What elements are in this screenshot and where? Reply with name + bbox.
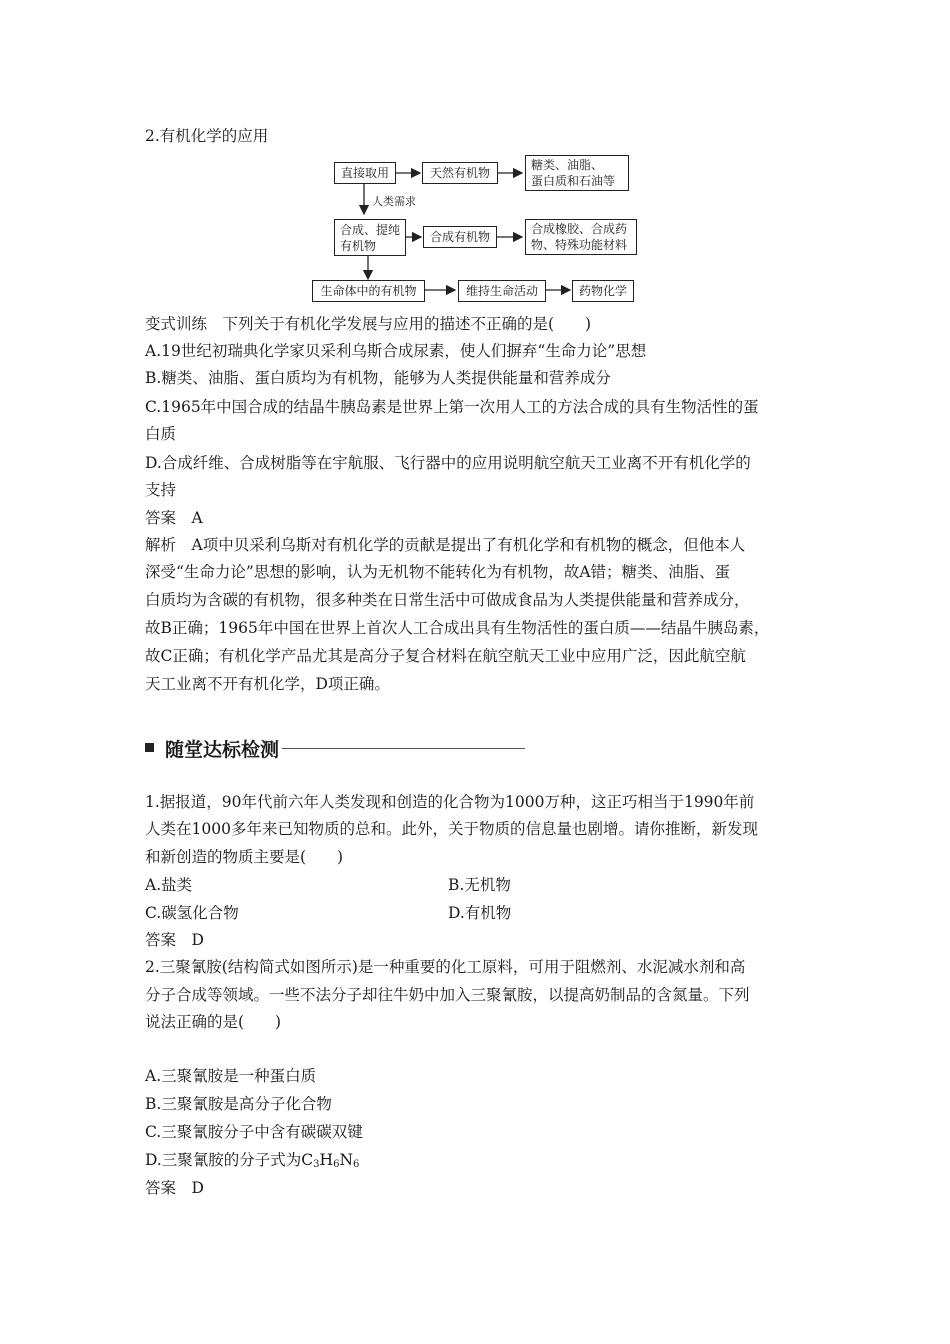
formula-n: N: [339, 1151, 354, 1169]
variant-option-d-line2: 支持: [145, 481, 177, 499]
section-divider: [282, 748, 525, 749]
variant-answer: 答案 A: [145, 509, 203, 527]
synthetic-examples-line2: 物、特殊功能材料: [531, 238, 628, 252]
box-pharmaceutical-chemistry: 药物化学: [572, 280, 634, 302]
variant-analysis-line3: 白质均为含碳的有机物，很多种类在日常生活中可做成食品为人类提供能量和营养成分，: [145, 591, 750, 609]
variant-option-a: A.19世纪初瑞典化学家贝采利乌斯合成尿素，使人们摒弃“生命力论”思想: [145, 342, 647, 360]
q2-answer: 答案 D: [145, 1179, 204, 1197]
q2-stem-line3: 说法正确的是( ): [145, 1013, 282, 1031]
box-natural-organics: 天然有机物: [422, 162, 498, 184]
q2-stem-line2: 分子合成等领域。一些不法分子却往牛奶中加入三聚氰胺，以提高奶制品的含氮量。下列: [145, 986, 750, 1004]
box-direct-use: 直接取用: [334, 162, 396, 184]
q1-option-a: A.盐类: [145, 876, 193, 894]
q1-answer: 答案 D: [145, 931, 204, 949]
q1-stem-line3: 和新创造的物质主要是( ): [145, 848, 344, 866]
synth-extract-line1: 合成、提纯: [340, 222, 401, 237]
q2-option-b: B.三聚氰胺是高分子化合物: [145, 1095, 332, 1113]
q1-stem-line2: 人类在1000多年来已知物质的总和。此外，关于物质的信息量也剧增。请你推断，新发现: [145, 820, 758, 838]
variant-option-c-line2: 白质: [145, 425, 177, 443]
subsection-heading: 2.有机化学的应用: [145, 127, 269, 145]
variant-analysis-line6: 天工业离不开有机化学，D项正确。: [145, 675, 390, 693]
variant-analysis-line4: 故B正确；1965年中国在世界上首次人工合成出具有生物活性的蛋白质——结晶牛胰岛素，: [145, 619, 770, 637]
variant-option-b: B.糖类、油脂、蛋白质均为有机物，能够为人类提供能量和营养成分: [145, 369, 611, 387]
formula-sub-n: 6: [353, 1159, 360, 1170]
natural-examples-line2: 蛋白质和石油等: [531, 174, 616, 188]
box-synthesize-extract: [334, 219, 406, 256]
synthetic-examples-line1: 合成橡胶、合成药: [531, 222, 628, 236]
box-organics-in-organisms: 生命体中的有机物: [312, 280, 425, 302]
variant-analysis-line2: 深受“生命力论”思想的影响，认为无机物不能转化为有机物，故A错；糖类、油脂、蛋: [145, 563, 731, 581]
variant-analysis-line1: 解析 A项中贝采利乌斯对有机化学的贡献是提出了有机化学和有机物的概念，但他本人: [145, 536, 746, 554]
variant-option-d-line1: D.合成纤维、合成树脂等在宇航服、飞行器中的应用说明航空航天工业离不开有机化学的: [145, 454, 751, 472]
section-marker-square: [145, 743, 154, 752]
q1-stem-line1: 1.据报道，90年代前六年人类发现和创造的化合物为1000万种，这正巧相当于1990年前: [145, 793, 755, 811]
box-natural-examples: [525, 155, 629, 191]
box-synthetic-organics: 合成有机物: [423, 226, 497, 248]
q2-option-d-text: D.三聚氰胺的分子式为C: [145, 1151, 314, 1169]
q2-stem-line1: 2.三聚氰胺(结构简式如图所示)是一种重要的化工原料，可用于阻燃剂、水泥减水剂和高: [145, 958, 746, 976]
box-maintain-life: 维持生命活动: [458, 280, 546, 302]
application-flow-diagram: [0, 0, 950, 320]
label-human-need: 人类需求: [372, 195, 416, 208]
q2-option-a: A.三聚氰胺是一种蛋白质: [145, 1067, 317, 1085]
formula-h: H: [319, 1151, 334, 1169]
q1-option-d: D.有机物: [448, 904, 512, 922]
synth-extract-line2: 有机物: [340, 238, 377, 253]
variant-option-c-line1: C.1965年中国合成的结晶牛胰岛素是世界上第一次用人工的方法合成的具有生物活性的蛋: [145, 398, 759, 416]
q2-option-d: [145, 1148, 359, 1170]
q1-option-b: B.无机物: [448, 876, 511, 894]
variant-question: 变式训练 下列关于有机化学发展与应用的描述不正确的是( ): [145, 315, 592, 333]
section-title: 随堂达标检测: [165, 739, 280, 761]
formula-sub-c: 3: [313, 1159, 320, 1170]
q2-option-c: C.三聚氰胺分子中含有碳碳双键: [145, 1123, 363, 1141]
box-synthetic-examples: [525, 219, 637, 255]
q1-option-c: C.碳氢化合物: [145, 904, 239, 922]
variant-analysis-line5: 故C正确；有机化学产品尤其是高分子复合材料在航空航天工业中应用广泛，因此航空航: [145, 647, 746, 665]
natural-examples-line1: 糖类、油脂、: [531, 158, 604, 172]
formula-sub-h: 6: [333, 1159, 340, 1170]
